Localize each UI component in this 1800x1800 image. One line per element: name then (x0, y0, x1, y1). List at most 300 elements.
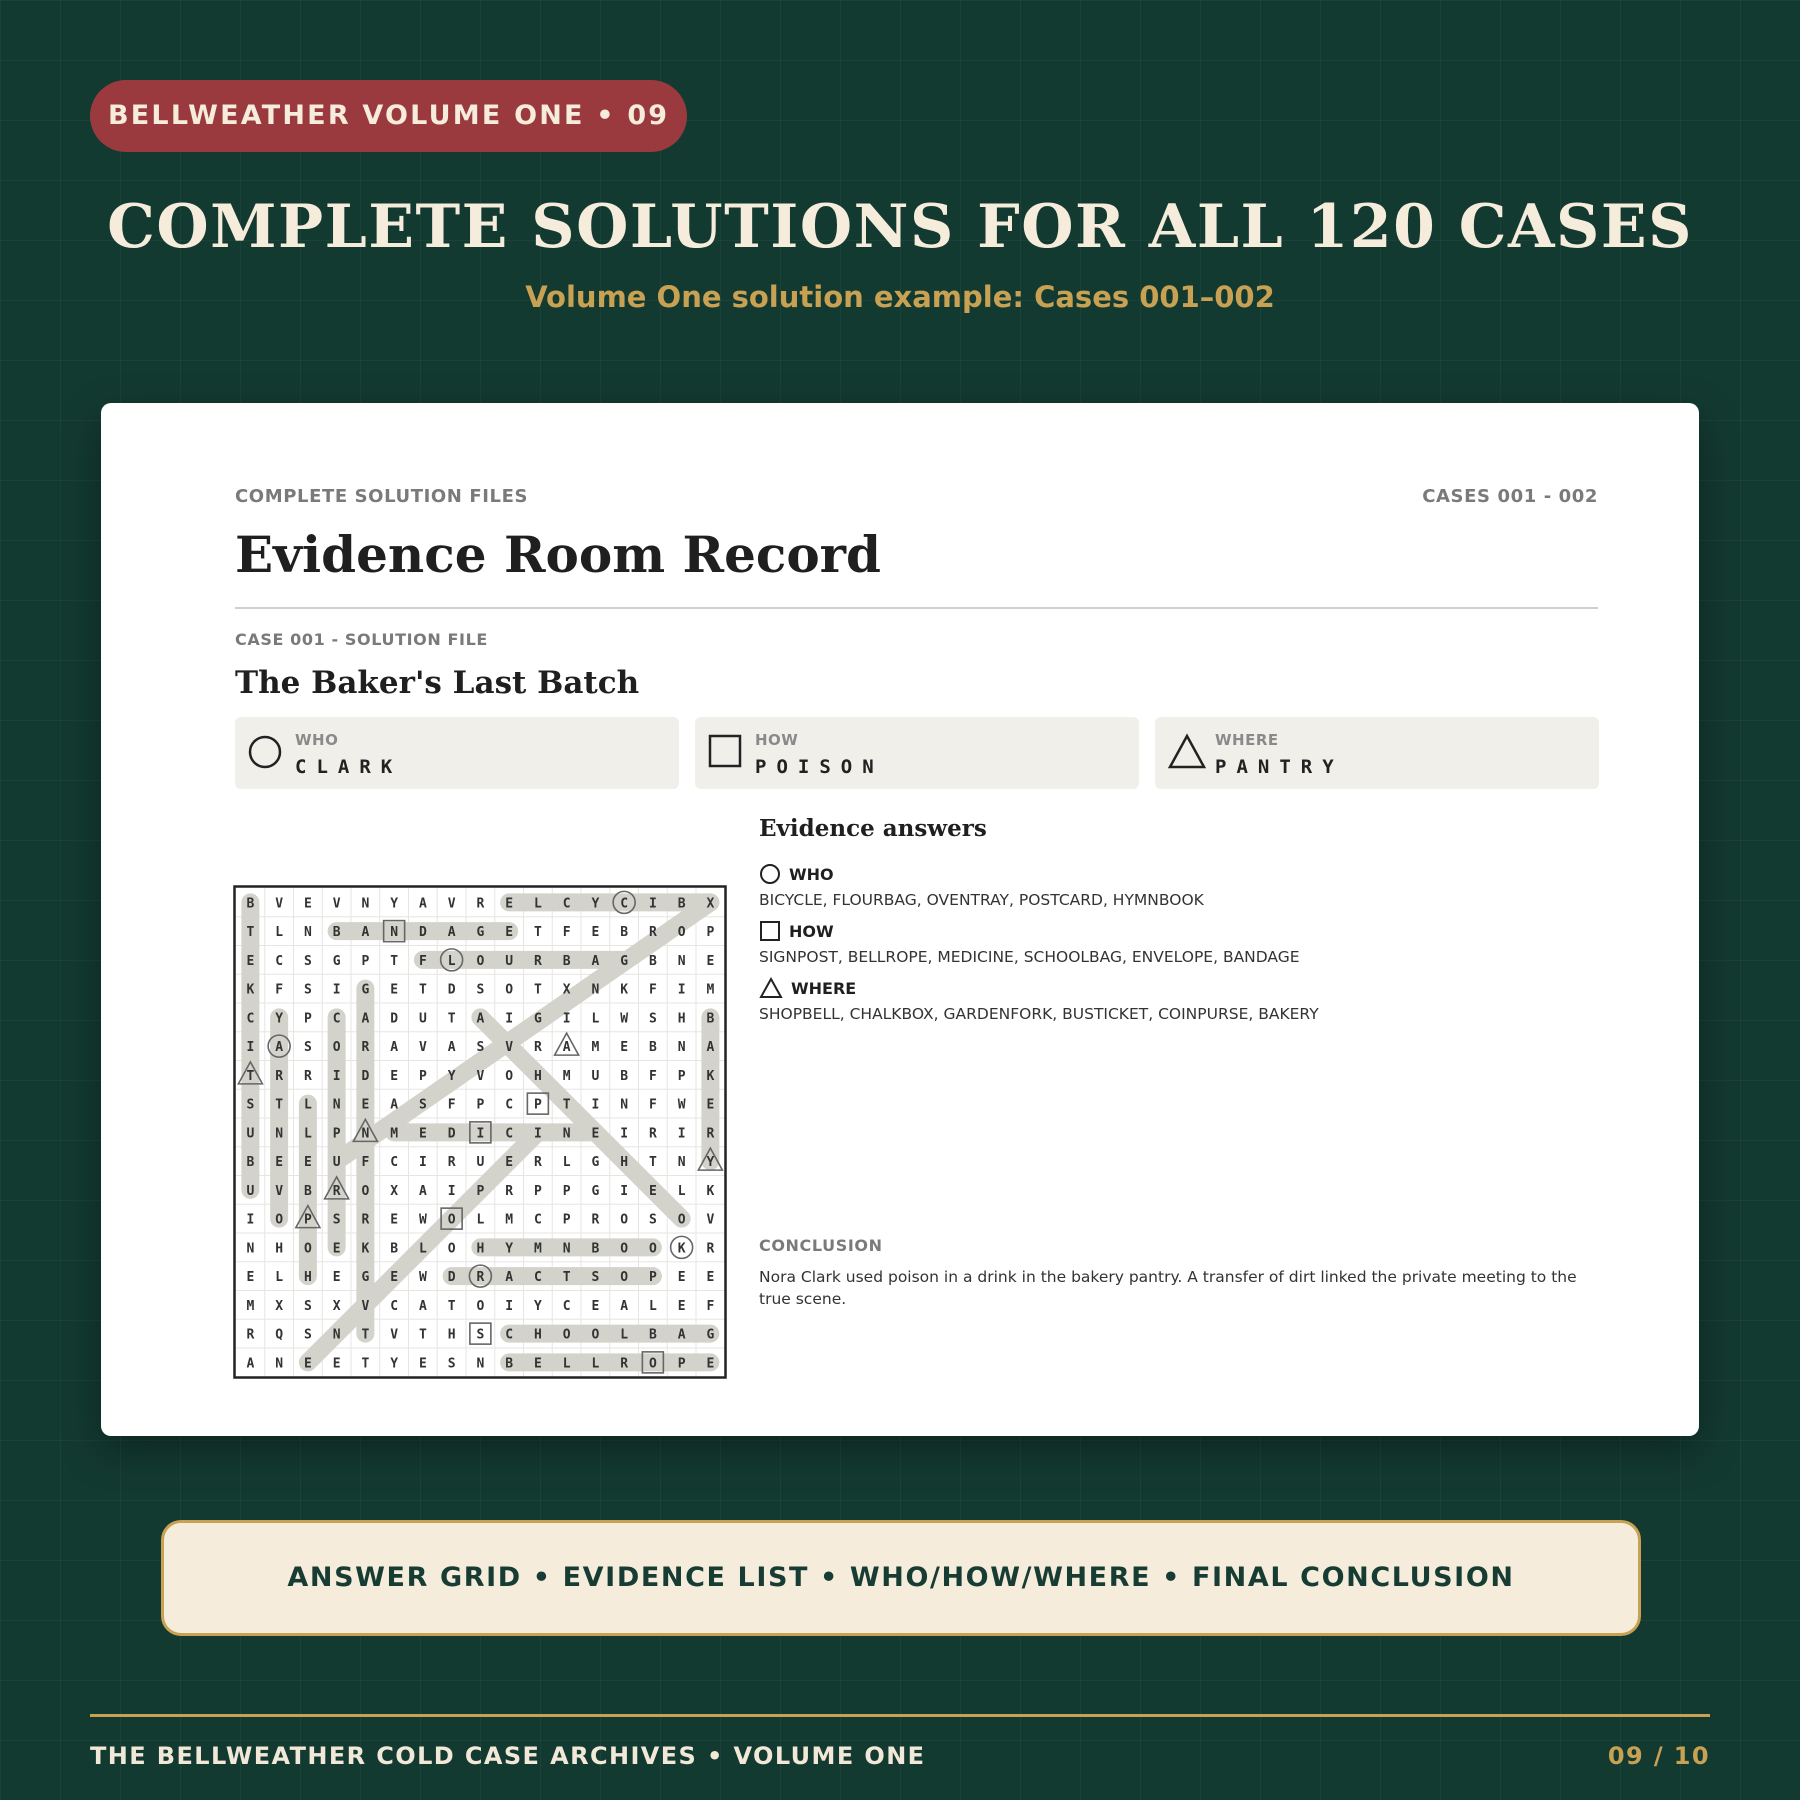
grid-letter: O (677, 1212, 686, 1228)
grid-letter: S (476, 982, 485, 998)
how-value: POISON (755, 756, 884, 778)
grid-letter: B (648, 1040, 657, 1056)
evidence-who-label: WHO (789, 864, 834, 884)
grid-letter: A (418, 896, 427, 912)
grid-letter: E (275, 1155, 284, 1171)
grid-letter: O (275, 1212, 284, 1228)
grid-letter: C (332, 1011, 341, 1027)
grid-letter: G (591, 1183, 600, 1199)
grid-letter: S (303, 1040, 312, 1056)
grid-letter: S (648, 1011, 657, 1027)
grid-letter: C (246, 1011, 255, 1027)
grid-letter: L (562, 1356, 571, 1372)
grid-letter: A (476, 1011, 485, 1027)
grid-letter: P (677, 1068, 686, 1084)
grid-letter: A (390, 1097, 399, 1113)
grid-letter: X (562, 982, 571, 998)
grid-letter: L (620, 1327, 629, 1343)
grid-letter: G (620, 953, 629, 969)
grid-letter: N (390, 925, 399, 941)
grid-letter: W (677, 1097, 686, 1113)
triangle-icon (1168, 733, 1206, 771)
grid-letter: L (591, 1356, 600, 1372)
grid-letter: F (648, 1097, 657, 1113)
grid-letter: U (476, 1155, 485, 1171)
grid-letter: B (390, 1241, 399, 1257)
grid-letter: E (677, 1270, 686, 1286)
grid-letter: H (677, 1011, 686, 1027)
grid-letter: X (275, 1298, 284, 1314)
grid-letter: O (620, 1241, 629, 1257)
grid-letter: N (677, 1155, 686, 1171)
grid-letter: I (620, 1183, 629, 1199)
grid-letter: L (648, 1298, 657, 1314)
grid-letter: D (390, 1011, 399, 1027)
grid-letter: R (591, 1212, 600, 1228)
grid-letter: I (677, 982, 686, 998)
who-answer-box (235, 717, 679, 789)
grid-letter: P (476, 1097, 485, 1113)
grid-letter: F (562, 925, 571, 941)
grid-letter: V (476, 1068, 485, 1084)
grid-letter: V (505, 1040, 514, 1056)
evidence-who-words: BICYCLE, FLOURBAG, OVENTRAY, POSTCARD, HYMNBOOK (759, 891, 1204, 909)
where-value: PANTRY (1215, 756, 1344, 778)
grid-letter: V (275, 896, 284, 912)
grid-letter: R (447, 1155, 456, 1171)
grid-letter: K (706, 1183, 715, 1199)
grid-letter: I (677, 1126, 686, 1142)
grid-letter: T (275, 1097, 284, 1113)
grid-letter: R (303, 1068, 312, 1084)
grid-letter: O (303, 1241, 312, 1257)
grid-letter: U (591, 1068, 600, 1084)
page-title: COMPLETE SOLUTIONS FOR ALL 120 CASES (107, 192, 1693, 262)
grid-letter: G (533, 1011, 542, 1027)
grid-letter: C (562, 896, 571, 912)
grid-letter: B (620, 1068, 629, 1084)
grid-letter: A (361, 925, 370, 941)
grid-letter: E (303, 1155, 312, 1171)
grid-letter: D (447, 1270, 456, 1286)
grid-letter: S (648, 1212, 657, 1228)
grid-letter: B (648, 1327, 657, 1343)
grid-letter: R (476, 1270, 485, 1286)
grid-letter: R (648, 925, 657, 941)
grid-letter: P (418, 1068, 427, 1084)
grid-letter: F (648, 1068, 657, 1084)
grid-letter: G (591, 1155, 600, 1171)
grid-letter: M (246, 1298, 255, 1314)
grid-letter: C (620, 896, 629, 912)
grid-letter: A (418, 1183, 427, 1199)
grid-letter: V (390, 1327, 399, 1343)
grid-letter: R (706, 1241, 715, 1257)
answer-word-grid (233, 885, 727, 1379)
grid-letter: C (275, 953, 284, 969)
grid-letter: P (648, 1270, 657, 1286)
grid-letter: E (390, 1212, 399, 1228)
solution-card (101, 403, 1699, 1436)
grid-letter: M (390, 1126, 399, 1142)
grid-letter: E (303, 1356, 312, 1372)
grid-letter: E (706, 1097, 715, 1113)
grid-letter: L (447, 953, 456, 969)
evidence-how-label: HOW (789, 921, 834, 941)
grid-letter: O (620, 1212, 629, 1228)
grid-letter: B (505, 1356, 514, 1372)
grid-letter: Q (275, 1327, 284, 1343)
grid-letter: P (303, 1011, 312, 1027)
grid-letter: E (390, 1068, 399, 1084)
grid-letter: G (332, 953, 341, 969)
grid-letter: T (246, 1068, 255, 1084)
grid-letter: E (332, 1356, 341, 1372)
grid-letter: P (476, 1183, 485, 1199)
grid-letter: O (447, 1212, 456, 1228)
grid-letter: L (591, 1011, 600, 1027)
grid-letter: R (361, 1040, 370, 1056)
grid-letter: E (246, 1270, 255, 1286)
grid-letter: R (706, 1126, 715, 1142)
grid-letter: B (246, 1155, 255, 1171)
grid-letter: U (246, 1183, 255, 1199)
grid-letter: O (476, 953, 485, 969)
grid-letter: R (332, 1183, 341, 1199)
grid-letter: T (246, 925, 255, 941)
grid-letter: N (275, 1356, 284, 1372)
grid-letter: U (332, 1155, 341, 1171)
grid-letter: T (562, 1270, 571, 1286)
grid-letter: L (476, 1212, 485, 1228)
grid-letter: P (533, 1183, 542, 1199)
evidence-where-words: SHOPBELL, CHALKBOX, GARDENFORK, BUSTICKET, COINPURSE, BAKERY (759, 1005, 1319, 1023)
grid-letter: O (591, 1327, 600, 1343)
grid-letter: P (332, 1126, 341, 1142)
grid-letter: T (390, 953, 399, 969)
grid-letter: E (303, 896, 312, 912)
grid-letter: P (303, 1212, 312, 1228)
grid-letter: H (476, 1241, 485, 1257)
grid-letter: K (706, 1068, 715, 1084)
grid-letter: E (706, 1270, 715, 1286)
grid-letter: P (677, 1356, 686, 1372)
grid-letter: R (476, 896, 485, 912)
grid-letter: K (620, 982, 629, 998)
how-label: HOW (755, 731, 799, 749)
grid-letter: N (332, 1097, 341, 1113)
grid-letter: N (562, 1126, 571, 1142)
grid-letter: S (476, 1040, 485, 1056)
evidence-who (759, 863, 1204, 909)
grid-letter: Y (505, 1241, 514, 1257)
triangle-icon (759, 977, 783, 999)
grid-letter: H (620, 1155, 629, 1171)
grid-letter: R (533, 953, 542, 969)
grid-letter: O (476, 1298, 485, 1314)
grid-letter: D (447, 1126, 456, 1142)
grid-letter: G (361, 982, 370, 998)
grid-letter: K (677, 1241, 686, 1257)
grid-letter: L (303, 1126, 312, 1142)
grid-letter: A (447, 925, 456, 941)
grid-letter: W (620, 1011, 629, 1027)
grid-letter: W (418, 1270, 427, 1286)
grid-letter: R (361, 1212, 370, 1228)
grid-letter: C (533, 1270, 542, 1286)
grid-letter: C (390, 1155, 399, 1171)
grid-letter: A (562, 1040, 571, 1056)
grid-letter: T (562, 1097, 571, 1113)
grid-letter: S (418, 1097, 427, 1113)
grid-letter: Y (533, 1298, 542, 1314)
grid-letter: T (418, 1327, 427, 1343)
grid-letter: L (677, 1183, 686, 1199)
grid-letter: E (591, 925, 600, 941)
grid-letter: I (620, 1126, 629, 1142)
grid-letter: M (706, 982, 715, 998)
grid-letter: N (476, 1356, 485, 1372)
footer-page-number: 09 / 10 (1607, 1742, 1710, 1770)
grid-letter: T (447, 1011, 456, 1027)
grid-letter: L (562, 1155, 571, 1171)
grid-letter: I (418, 1155, 427, 1171)
grid-letter: N (677, 953, 686, 969)
grid-letter: E (418, 1126, 427, 1142)
grid-letter: B (562, 953, 571, 969)
grid-letter: N (677, 1040, 686, 1056)
grid-letter: H (447, 1327, 456, 1343)
grid-letter: S (591, 1270, 600, 1286)
grid-letter: V (447, 896, 456, 912)
grid-letter: C (533, 1212, 542, 1228)
grid-letter: A (677, 1327, 686, 1343)
grid-letter: O (447, 1241, 456, 1257)
grid-letter: S (332, 1212, 341, 1228)
grid-letter: M (505, 1212, 514, 1228)
grid-letter: A (390, 1040, 399, 1056)
grid-letter: V (418, 1040, 427, 1056)
grid-letter: F (361, 1155, 370, 1171)
square-icon (708, 733, 744, 769)
circle-icon (248, 733, 284, 769)
grid-letter: R (505, 1183, 514, 1199)
grid-letter: P (562, 1212, 571, 1228)
grid-letter: I (648, 896, 657, 912)
grid-letter: Y (706, 1155, 715, 1171)
grid-letter: E (505, 925, 514, 941)
where-label: WHERE (1215, 731, 1279, 749)
evidence-how (759, 920, 1300, 966)
grid-letter: Y (390, 896, 399, 912)
cases-label: CASES 001 - 002 (1422, 486, 1598, 507)
grid-letter: E (591, 1126, 600, 1142)
grid-letter: M (562, 1068, 571, 1084)
grid-letter: F (706, 1298, 715, 1314)
grid-letter: T (361, 1327, 370, 1343)
grid-letter: S (303, 1327, 312, 1343)
grid-letter: N (275, 1126, 284, 1142)
grid-letter: D (447, 982, 456, 998)
grid-letter: X (706, 896, 715, 912)
grid-letter: F (275, 982, 284, 998)
grid-letter: E (677, 1298, 686, 1314)
grid-letter: O (505, 982, 514, 998)
grid-letter: D (418, 925, 427, 941)
grid-letter: I (246, 1040, 255, 1056)
grid-letter: T (418, 982, 427, 998)
grid-letter: O (620, 1270, 629, 1286)
grid-letter: M (533, 1241, 542, 1257)
grid-letter: P (706, 925, 715, 941)
grid-letter: E (505, 896, 514, 912)
evidence-how-words: SIGNPOST, BELLROPE, MEDICINE, SCHOOLBAG, ENVELOPE, BANDAGE (759, 948, 1300, 966)
grid-letter: N (562, 1241, 571, 1257)
grid-letter: N (303, 925, 312, 941)
grid-letter: R (246, 1327, 255, 1343)
grid-letter: Y (591, 896, 600, 912)
features-banner: ANSWER GRID • EVIDENCE LIST • WHO/HOW/WHERE • FINAL CONCLUSION (161, 1520, 1641, 1636)
grid-letter: H (533, 1327, 542, 1343)
grid-letter: R (275, 1068, 284, 1084)
grid-letter: T (648, 1155, 657, 1171)
grid-letter: E (620, 1040, 629, 1056)
grid-letter: I (332, 1068, 341, 1084)
grid-letter: Y (275, 1011, 284, 1027)
grid-letter: E (332, 1270, 341, 1286)
grid-letter: M (591, 1040, 600, 1056)
grid-letter: U (246, 1126, 255, 1142)
grid-letter: D (361, 1068, 370, 1084)
grid-letter: C (505, 1126, 514, 1142)
grid-letter: E (246, 953, 255, 969)
grid-letter: R (620, 1356, 629, 1372)
card-title: Evidence Room Record (235, 525, 881, 584)
grid-letter: F (447, 1097, 456, 1113)
grid-letter: E (505, 1155, 514, 1171)
grid-letter: A (591, 953, 600, 969)
footer-series-title: THE BELLWEATHER COLD CASE ARCHIVES • VOLUME ONE (90, 1742, 926, 1770)
grid-letter: B (620, 925, 629, 941)
grid-letter: T (533, 982, 542, 998)
grid-letter: G (706, 1327, 715, 1343)
case-title: The Baker's Last Batch (235, 665, 640, 701)
grid-letter: S (246, 1097, 255, 1113)
grid-letter: H (275, 1241, 284, 1257)
grid-letter: S (303, 982, 312, 998)
grid-letter: V (361, 1298, 370, 1314)
grid-letter: C (505, 1327, 514, 1343)
grid-letter: X (390, 1183, 399, 1199)
divider (235, 607, 1598, 609)
conclusion-label: CONCLUSION (759, 1236, 883, 1255)
grid-letter: O (648, 1241, 657, 1257)
grid-letter: I (332, 982, 341, 998)
grid-letter: P (562, 1183, 571, 1199)
conclusion-text: Nora Clark used poison in a drink in the bakery pantry. A transfer of dirt linked the private meeting to the true scene. (759, 1268, 1577, 1308)
grid-letter: C (505, 1097, 514, 1113)
evidence-title: Evidence answers (759, 815, 987, 842)
grid-letter: O (505, 1068, 514, 1084)
grid-letter: U (505, 953, 514, 969)
grid-letter: O (677, 925, 686, 941)
grid-letter: E (418, 1356, 427, 1372)
files-label: COMPLETE SOLUTION FILES (235, 486, 529, 507)
grid-letter: A (418, 1298, 427, 1314)
grid-letter: L (275, 925, 284, 941)
grid-letter: E (706, 953, 715, 969)
grid-letter: R (533, 1155, 542, 1171)
grid-letter: A (246, 1356, 255, 1372)
grid-letter: T (361, 1356, 370, 1372)
grid-letter: N (246, 1241, 255, 1257)
page-subtitle: Volume One solution example: Cases 001–002 (525, 280, 1275, 314)
grid-letter: E (390, 1270, 399, 1286)
grid-letter: F (648, 982, 657, 998)
grid-letter: B (677, 896, 686, 912)
grid-letter: A (275, 1040, 284, 1056)
case-label: CASE 001 - SOLUTION FILE (235, 630, 488, 649)
footer-divider (90, 1714, 1710, 1717)
how-answer-box (695, 717, 1139, 789)
grid-letter: Y (447, 1068, 456, 1084)
grid-letter: E (591, 1298, 600, 1314)
grid-letter: C (562, 1298, 571, 1314)
grid-letter: V (706, 1212, 715, 1228)
grid-letter: X (332, 1298, 341, 1314)
grid-letter: N (361, 1126, 370, 1142)
grid-letter: P (533, 1097, 542, 1113)
grid-letter: I (246, 1212, 255, 1228)
where-answer-box (1155, 717, 1599, 789)
grid-letter: A (620, 1298, 629, 1314)
grid-letter: I (476, 1126, 485, 1142)
grid-letter: N (361, 896, 370, 912)
grid-letter: T (533, 925, 542, 941)
grid-letter: E (332, 1241, 341, 1257)
grid-letter: I (562, 1011, 571, 1027)
grid-letter: I (591, 1097, 600, 1113)
grid-letter: I (505, 1011, 514, 1027)
grid-letter: B (246, 896, 255, 912)
grid-letter: A (447, 1040, 456, 1056)
grid-letter: S (447, 1356, 456, 1372)
grid-letter: B (591, 1241, 600, 1257)
who-value: CLARK (295, 756, 403, 778)
grid-letter: B (303, 1183, 312, 1199)
grid-letter: K (246, 982, 255, 998)
grid-letter: E (706, 1356, 715, 1372)
grid-letter: E (533, 1356, 542, 1372)
grid-letter: N (591, 982, 600, 998)
grid-letter: A (361, 1011, 370, 1027)
grid-letter: S (303, 1298, 312, 1314)
grid-letter: E (648, 1183, 657, 1199)
grid-letter: A (706, 1040, 715, 1056)
grid-letter: G (361, 1270, 370, 1286)
grid-letter: S (303, 953, 312, 969)
who-label: WHO (295, 731, 339, 749)
grid-letter: L (533, 896, 542, 912)
grid-letter: B (648, 953, 657, 969)
grid-letter: T (447, 1298, 456, 1314)
grid-letter: W (418, 1212, 427, 1228)
circle-icon (759, 863, 781, 885)
grid-letter: K (361, 1241, 370, 1257)
grid-letter: E (390, 982, 399, 998)
grid-letter: E (361, 1097, 370, 1113)
grid-letter: I (505, 1298, 514, 1314)
